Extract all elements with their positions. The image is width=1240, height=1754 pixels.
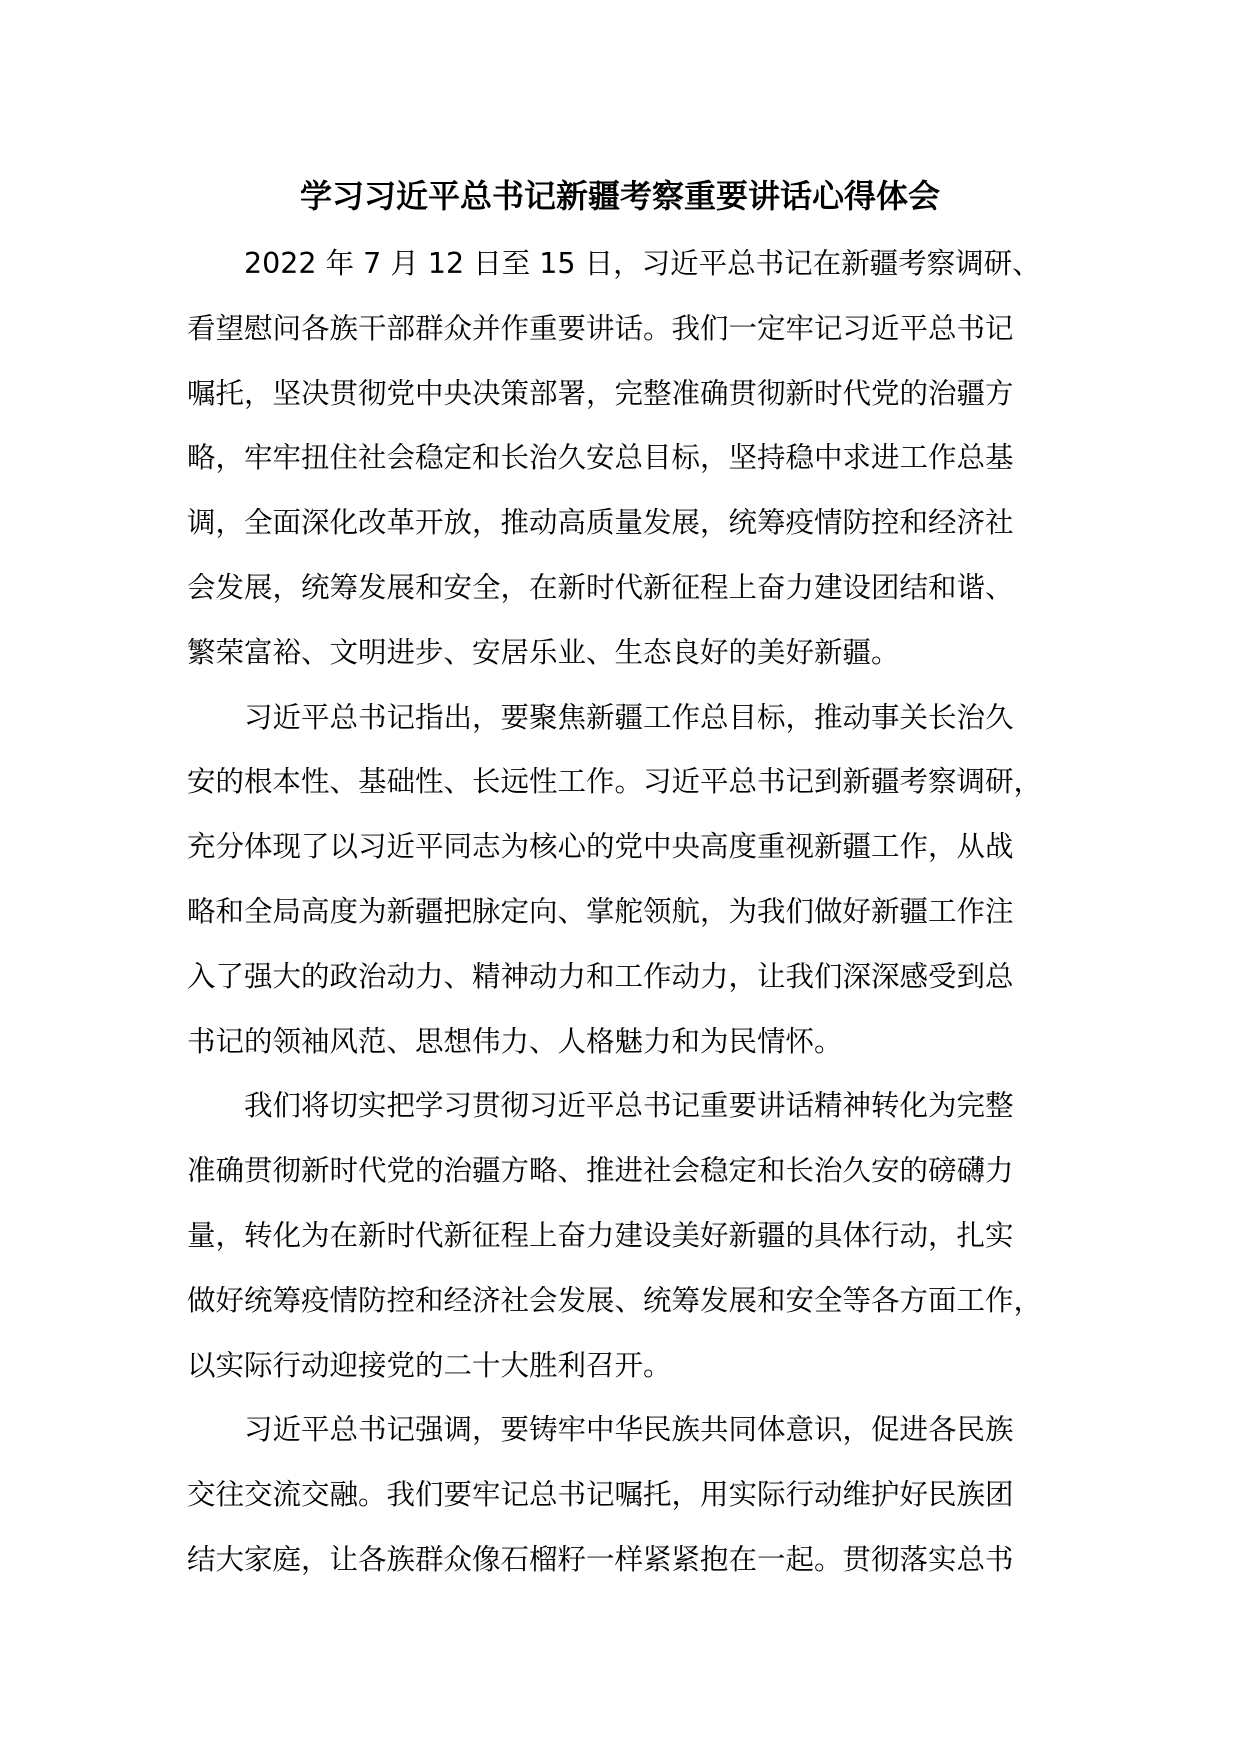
paragraph-1-line-5: 调，全面深化改革开放，推动高质量发展，统筹疫情防控和经济社 [187,506,1014,540]
paragraph-1-line-2: 看望慰问各族干部群众并作重要讲话。我们一定牢记习近平总书记 [187,311,1014,345]
paragraph-3-line-4: 做好统筹疫情防控和经济社会发展、统筹发展和安全等各方面工作， [187,1283,1043,1317]
paragraph-3-line-3: 量，转化为在新时代新征程上奋力建设美好新疆的具体行动，扎实 [187,1218,1014,1252]
paragraph-1-line-3: 嘱托，坚决贯彻党中央决策部署，完整准确贯彻新时代党的治疆方 [187,376,1014,410]
paragraph-1-line-6: 会发展，统筹发展和安全，在新时代新征程上奋力建设团结和谐、 [187,570,1014,604]
paragraph-2-line-6: 书记的领袖风范、思想伟力、人格魅力和为民情怀。 [187,1024,843,1058]
document-title: 学习习近平总书记新疆考察重要讲话心得体会 [299,177,940,215]
paragraph-3-line-5: 以实际行动迎接党的二十大胜利召开。 [187,1348,672,1382]
paragraph-2-line-3: 充分体现了以习近平同志为核心的党中央高度重视新疆工作，从战 [187,830,1014,864]
paragraph-2-line-4: 略和全局高度为新疆把脉定向、掌舵领航，为我们做好新疆工作注 [187,894,1014,928]
paragraph-1-line-7: 繁荣富裕、文明进步、安居乐业、生态良好的美好新疆。 [187,635,900,669]
document-body [187,232,1087,1593]
paragraph-2-line-1: 习近平总书记指出，要聚焦新疆工作总目标，推动事关长治久 [244,700,1014,734]
paragraph-3-line-2: 准确贯彻新时代党的治疆方略、推进社会稳定和长治久安的磅礴力 [187,1154,1014,1188]
paragraph-2-line-2: 安的根本性、基础性、长远性工作。习近平总书记到新疆考察调研， [187,765,1043,799]
paragraph-1-line-1: 2022 年 7 月 12 日至 15 日，习近平总书记在新疆考察调研、 [244,247,1041,280]
paragraph-2-line-5: 入了强大的政治动力、精神动力和工作动力，让我们深深感受到总 [187,959,1014,993]
paragraph-4-line-3: 结大家庭，让各族群众像石榴籽一样紧紧抱在一起。贯彻落实总书 [187,1542,1014,1576]
paragraph-3-line-1: 我们将切实把学习贯彻习近平总书记重要讲话精神转化为完整 [244,1089,1014,1123]
paragraph-4-line-1: 习近平总书记强调，要铸牢中华民族共同体意识，促进各民族 [244,1413,1014,1447]
paragraph-1-line-4: 略，牢牢扭住社会稳定和长治久安总目标，坚持稳中求进工作总基 [187,441,1014,475]
paragraph-4-line-2: 交往交流交融。我们要牢记总书记嘱托，用实际行动维护好民族团 [187,1478,1014,1512]
